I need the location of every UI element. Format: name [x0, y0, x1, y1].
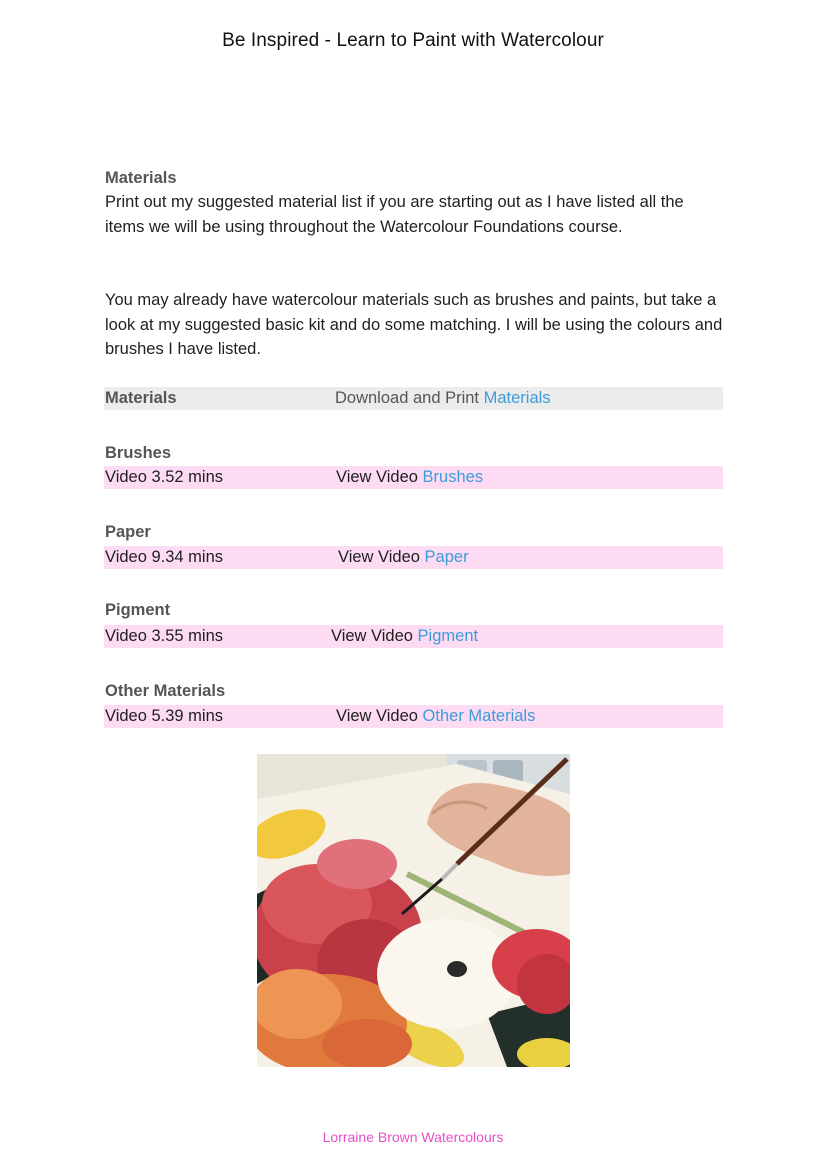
watercolour-painting-photo	[257, 754, 570, 1067]
pigment-heading: Pigment	[105, 601, 171, 619]
footer-text: Lorraine Brown Watercolours	[322, 1129, 504, 1145]
intro-section-2	[105, 288, 725, 362]
intro-paragraph-2: You may already have watercolour materials such as brushes and paints, but take a look at my suggested basic kit and do some matching. I will be using the colours and brushes I have listed.	[105, 291, 723, 358]
other-materials-video-link[interactable]: Other Materials	[422, 707, 536, 725]
other-materials-duration: Video 5.39 mins	[105, 707, 224, 725]
paper-video-row	[104, 546, 723, 569]
brushes-action-text: View Video	[336, 468, 418, 486]
intro-heading: Materials	[105, 169, 177, 187]
brushes-duration: Video 3.52 mins	[105, 468, 224, 486]
other-materials-video-row	[104, 705, 723, 728]
materials-row	[104, 387, 723, 410]
other-materials-heading: Other Materials	[105, 682, 226, 700]
page-title: Be Inspired - Learn to Paint with Watercolour	[222, 30, 604, 51]
brushes-heading: Brushes	[105, 444, 172, 462]
brushes-video-link[interactable]: Brushes	[422, 468, 484, 486]
paper-action-text: View Video	[338, 548, 420, 566]
paper-duration: Video 9.34 mins	[105, 548, 224, 566]
materials-action-text: Download and Print	[335, 389, 480, 407]
pigment-video-link[interactable]: Pigment	[417, 627, 479, 645]
pigment-video-row	[104, 625, 723, 648]
intro-paragraph-1: Print out my suggested material list if you are starting out as I have listed all the items we will be using throughout the Watercolour Foundations course.	[105, 193, 684, 236]
paper-video-link[interactable]: Paper	[424, 548, 469, 566]
materials-row-label: Materials	[105, 389, 177, 407]
materials-download-link[interactable]: Materials	[483, 389, 551, 407]
paper-heading: Paper	[105, 523, 151, 541]
pigment-duration: Video 3.55 mins	[105, 627, 224, 645]
intro-section	[105, 166, 725, 239]
other-materials-action-text: View Video	[336, 707, 418, 725]
brushes-video-row	[104, 466, 723, 489]
pigment-action-text: View Video	[331, 627, 413, 645]
